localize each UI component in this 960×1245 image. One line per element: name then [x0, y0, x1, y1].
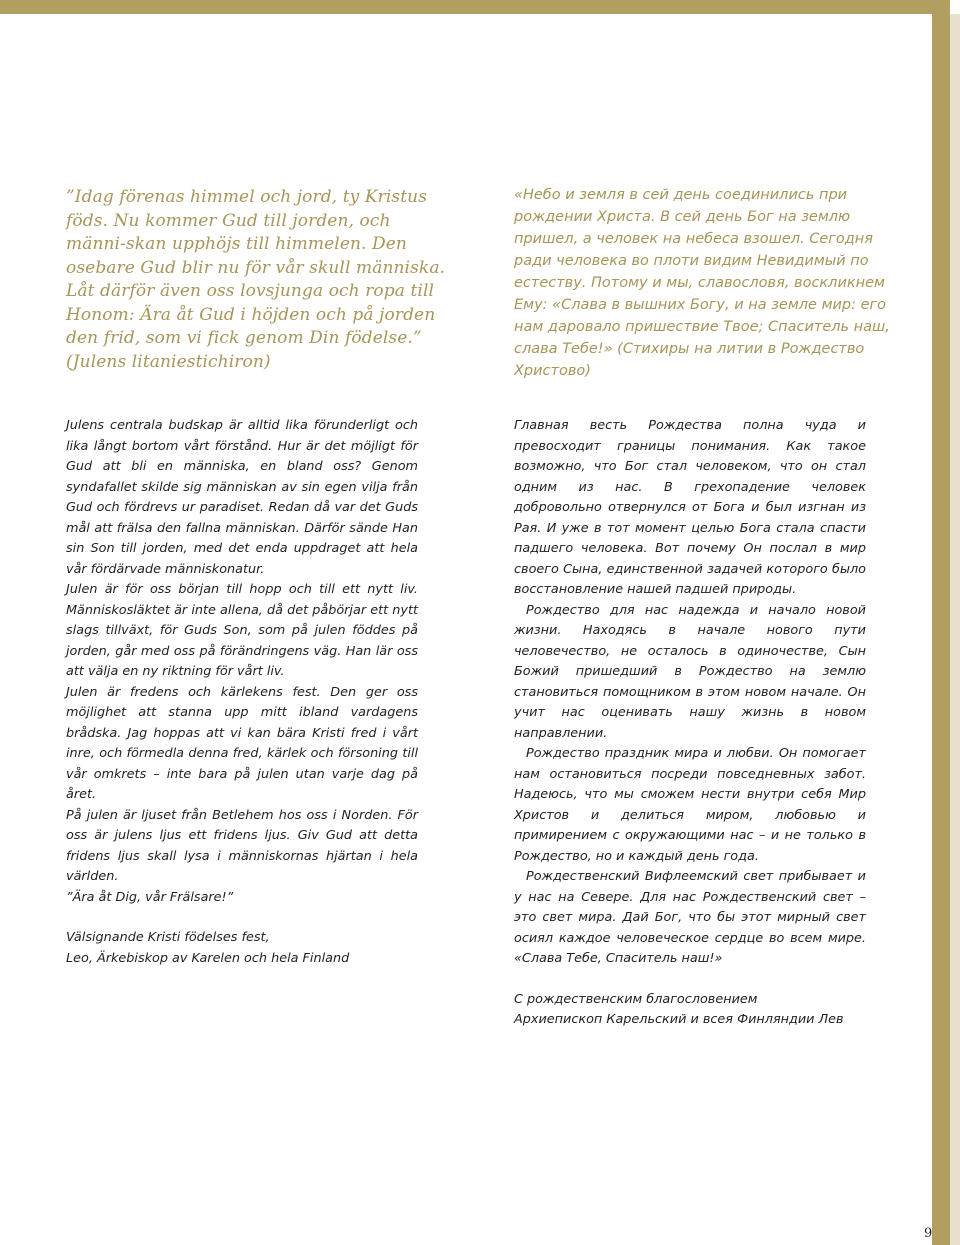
swedish-paragraph: Julen är för oss början till hopp och till ett nytt liv. Människosläktet är inte allena, då det påbörjar ett nytt slags tillväxt, för Guds Son, som på julen föddes på jorden, går med oss på förändringens väg. Han lär oss att välja en ny riktning för vårt liv. [66, 582, 418, 679]
swedish-signature-greeting: Välsignande Kristi födelses fest, [66, 930, 270, 945]
page-frame-top [0, 0, 948, 14]
russian-signature-greeting: С рождественским благословением [514, 991, 758, 1007]
swedish-column [66, 416, 418, 969]
russian-paragraph: Рождество для нас надежда и начало новой жизни. Находясь в начале нового пути человечество, не осталось в одиночестве, Сын Божий пришедший в Рождество на землю становиться помощником в этом новом начале. Он учит нас оценивать нашу жизнь в новом направлении. [514, 602, 866, 741]
russian-paragraph: Рождественский Вифлеемский свет прибывает и у нас на Севере. Для нас Рождественский свет – это свет мира. Дай Бог, что бы этот мирный свет осиял каждое человеческое сердце во всем мире. «Слава Тебе, Спаситель наш!» [514, 869, 866, 966]
page-frame-right [932, 0, 950, 1245]
page-number: 9 [924, 1226, 933, 1241]
swedish-paragraph: Julens centrala budskap är alltid lika förunderligt och lika långt bortom vårt förstånd. Hur är det möjligt för Gud att bli en människa, en bland oss? Genom syndafallet skilde sig människan av sin egen vilja från Gud och fördrevs ur paradiset. Redan då var det Guds mål att frälsa den fallna människan. Därför sände Han sin Son till jorden, med det enda uppdraget att hela vår fördärvade människonatur. [66, 418, 418, 577]
swedish-paragraph: Julen är fredens och kärlekens fest. Den ger oss möjlighet att stanna upp mitt ibland vardagens brådska. Jag hoppas att vi kan bära Kristi fred i vårt inre, och förmedla denna fred, kärlek och försoning till vår omkrets – inte bara på julen utan varje dag på året. [66, 684, 418, 802]
russian-paragraph: Главная весть Рождества полна чуда и превосходит границы понимания. Как такое возможно, что Бог стал человеком, что он стал одним из нас. В грехопадение человек добровольно отвернулся от Бога и был изгнан из Рая. И уже в тот момент целью Бога стала спасти падшего человека. Вот почему Он послал в мир своего Сына, единственной задачей которого было восстановление нашей падшей природы. [514, 418, 866, 597]
swedish-paragraph: ”Ära åt Dig, vår Frälsare!” [66, 889, 234, 905]
spacer [66, 908, 418, 928]
russian-quote: «Небо и земля в сей день соединились при рождении Христа. В сей день Бог на землю пришел, а человек на небеса взошел. Сегодня ради человека во плоти видим Невидимый по естеству. Потому и мы, славословя, воскликнем Ему: «Слава в вышних Богу, и на земле мир: его нам даровало пришествие Твое; Спаситель наш, слава Тебе!» (Стихиры на литии в Рождество Христово) [514, 187, 890, 379]
swedish-quote: ”Idag förenas himmel och jord, ty Kristus föds. Nu kommer Gud till jorden, och männi-skan upphöjs till himmelen. Den osebare Gud blir nu för vår skull människa. Låt därför även oss lovsjunga och ropa till Honom: Ära åt Gud i höjden och på jorden den frid, som vi fick genom Din födelse.” (Julens litaniestichiron) [66, 187, 446, 372]
russian-column [514, 416, 866, 1031]
spacer [514, 970, 866, 990]
russian-paragraph: Рождество праздник мира и любви. Он помогает нам остановиться посреди повседневных забот. Надеюсь, что мы сможем нести внутри себя Мир Христов и делиться миром, любовью и примирением с окружающими нас – и не только в Рождество, но и каждый день года. [514, 746, 866, 864]
swedish-paragraph: På julen är ljuset från Betlehem hos oss i Norden. För oss är julens ljus ett fridens ljus. Giv Gud att detta fridens ljus skall lysa i människornas hjärtan i hela världen. [66, 807, 418, 884]
russian-signature-name: Архиепископ Карельский и всея Финляндии Лев [514, 1012, 844, 1027]
swedish-signature-name: Leo, Ärkebiskop av Karelen och hela Finland [66, 950, 350, 966]
